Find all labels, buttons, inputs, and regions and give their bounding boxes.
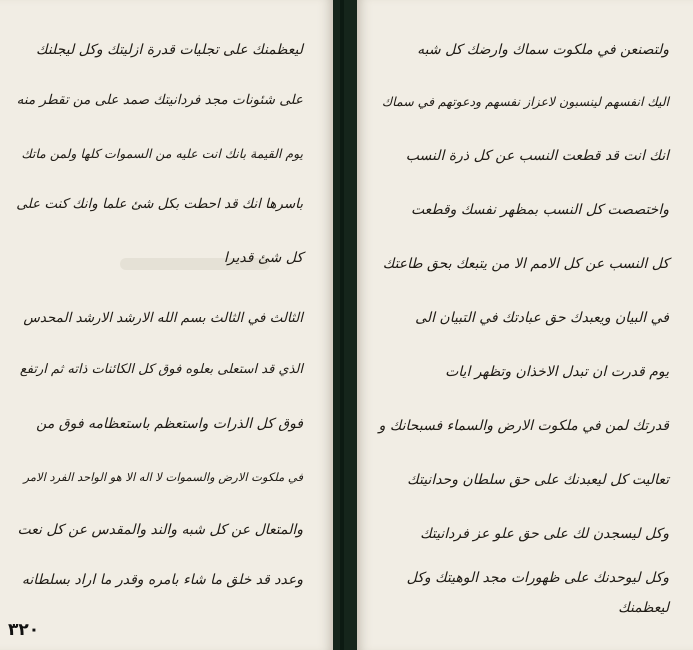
manuscript-line: والمتعال عن كل شبه والند والمقدس عن كل نعت — [17, 522, 303, 538]
spine-shadow — [340, 0, 344, 650]
manuscript-line: ولتصنعن في ملكوت سماك وارضك كل شبه — [417, 42, 669, 58]
manuscript-line: فوق كل الذرات واستعظم باستعظامه فوق من — [36, 416, 303, 432]
right-page — [357, 0, 693, 650]
manuscript-line: كل النسب عن كل الامم الا من يتبعك بحق طاعتك — [382, 256, 669, 272]
manuscript-line: وكل ليسجدن لك على حق علو عز فردانيتك — [420, 526, 669, 542]
manuscript-line: كل شئ قديرا — [223, 250, 303, 266]
manuscript-line: في البيان ويعبدك حق عبادتك في التبيان الى — [415, 310, 669, 326]
manuscript-line: باسرها انك قد احطت بكل شئ علما وانك كنت على — [16, 196, 303, 212]
manuscript-line: وكل ليوحدنك على ظهورات مجد الوهيتك وكل — [406, 570, 669, 586]
manuscript-line: ليعظمنك على تجليات قدرة ازليتك وكل ليجلنك — [36, 42, 303, 58]
manuscript-line: قدرتك لمن في ملكوت الارض والسماء فسبحانك و — [378, 418, 669, 434]
book-spine — [333, 0, 357, 650]
manuscript-line: يوم القيمة بانك انت عليه من السموات كلها ولمن ماتك — [21, 146, 303, 161]
manuscript-line: الذي قد استعلى بعلوه فوق كل الكائنات ذاته ثم ارتفع — [19, 362, 303, 377]
page-number: ٣٢٠ — [8, 620, 40, 640]
manuscript-line: في ملكوت الارض والسموات لا اله الا هو الواحد الفرد الامر — [23, 470, 303, 484]
manuscript-line: تعاليت كل ليعبدنك على حق سلطان وحدانيتك — [407, 472, 669, 488]
manuscript-line: الثالث في الثالث بسم الله الارشد الارشد المحدس — [23, 310, 303, 326]
manuscript-line: ليعظمنك — [618, 600, 669, 616]
left-page — [0, 0, 333, 650]
manuscript-line: واختصصت كل النسب بمظهر نفسك وقطعت — [410, 202, 669, 218]
manuscript-line: على شئونات مجد فردانيتك صمد على من تقطر منه — [16, 92, 303, 108]
manuscript-line: انك انت قد قطعت النسب عن كل ذرة النسب — [405, 148, 669, 164]
manuscript-line: وعدد قد خلق ما شاء بامره وقدر ما اراد بسلطانه — [21, 572, 303, 588]
manuscript-line: يوم قدرت ان تبدل الاخذان وتظهر ايات — [445, 364, 669, 380]
manuscript-line: اليك انفسهم لينسبون لاعزاز نفسهم ودعوتهم في سماك — [381, 94, 669, 109]
